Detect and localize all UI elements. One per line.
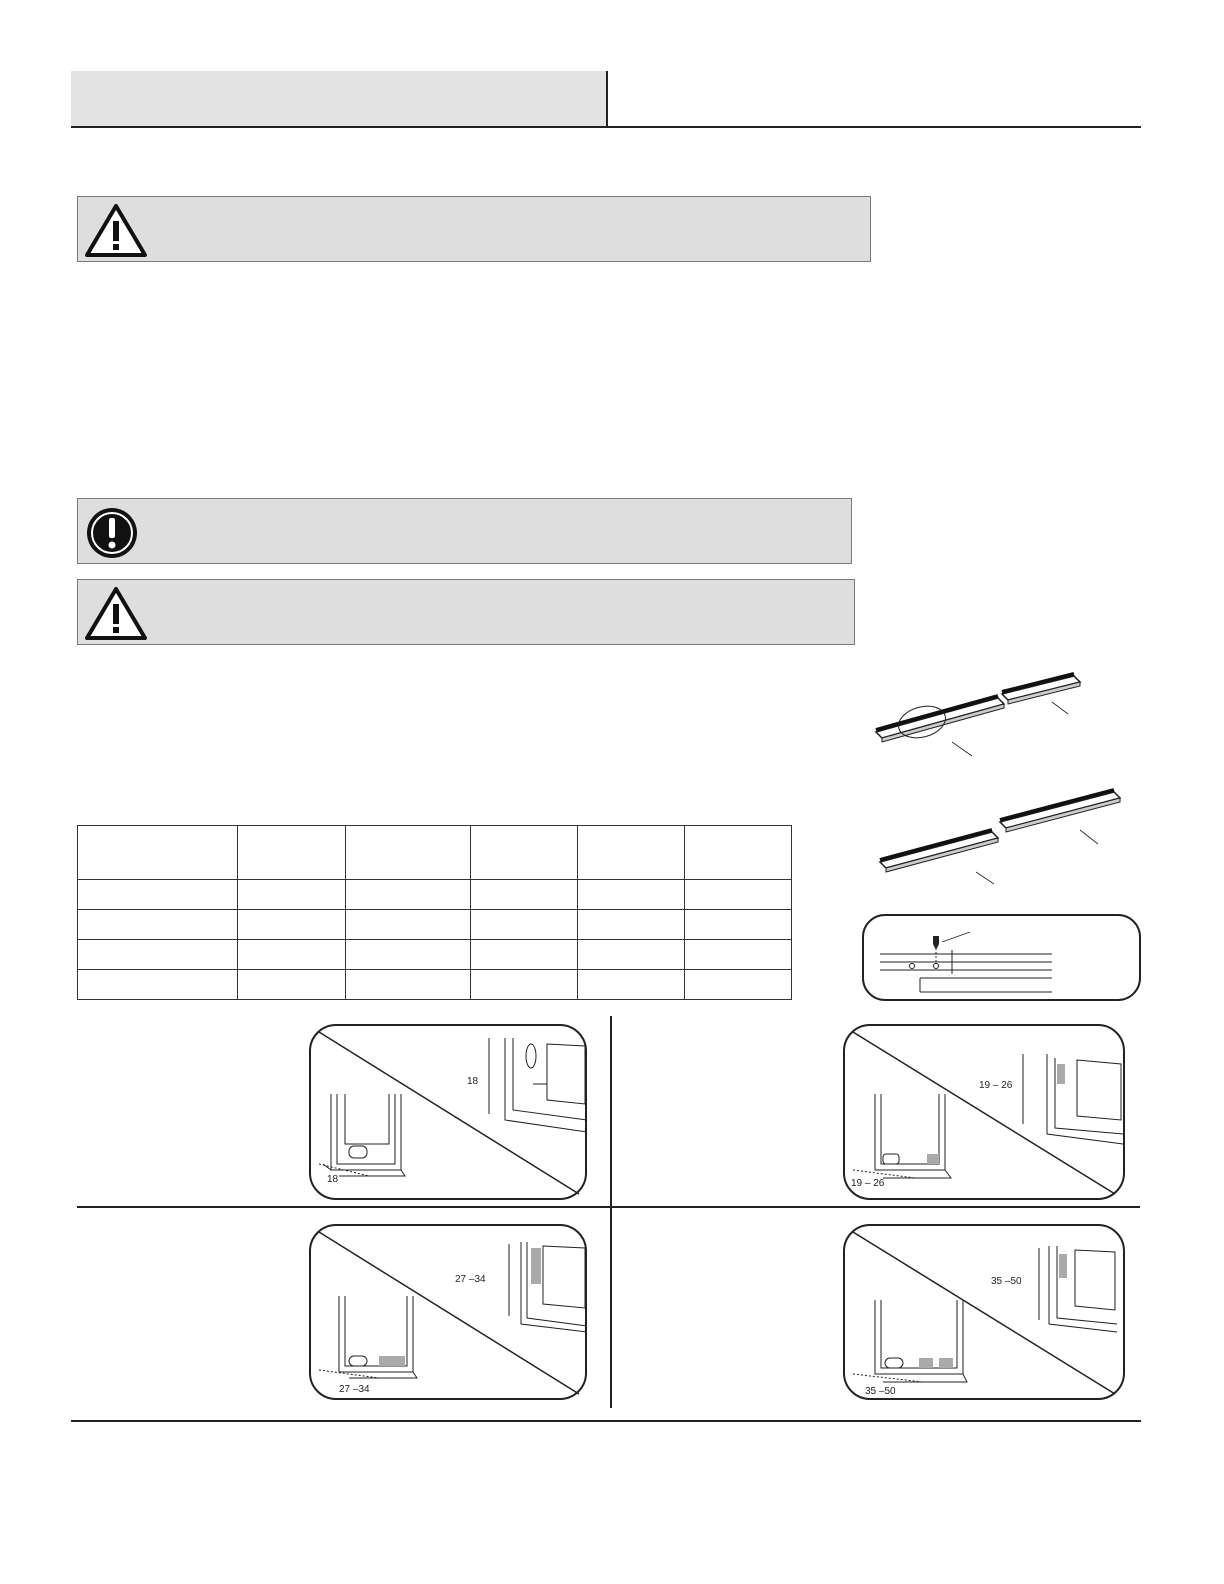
table-row [78,970,792,1000]
table-row [78,910,792,940]
slider-with-hole [876,696,1004,756]
header-rule [71,126,1141,128]
slider-short [1002,674,1080,714]
slider-long-left [880,830,998,884]
panel-grid-horizontal-divider [77,1206,1140,1208]
warning-callout-2 [77,579,855,645]
panel-4-horizontal-dimension: 35 –50 [865,1386,896,1397]
table-header-row [78,826,792,880]
panel-3-horizontal-dimension: 27 –34 [339,1384,370,1395]
footer-rule [71,1420,1141,1422]
installation-panel-4 [843,1224,1125,1400]
table-row [78,880,792,910]
panel-2-illustration [843,1024,1125,1200]
table-header-cell [78,826,238,880]
table-row [78,940,792,970]
panel-4-illustration [843,1224,1125,1400]
screw-detail-inset [862,914,1142,1002]
slider-long-right [1000,790,1120,844]
warning-triangle-icon [84,203,148,259]
installation-panel-2 [843,1024,1125,1200]
table-header-cell [578,826,685,880]
header-title-box [71,71,607,128]
table-header-cell [471,826,578,880]
panel-4-vertical-dimension: 35 –50 [991,1276,1022,1287]
table-header-cell [685,826,792,880]
specification-table [77,825,792,1000]
panel-1-vertical-dimension: 18 [467,1076,479,1087]
notice-callout [77,498,852,564]
warning-triangle-icon [84,586,148,642]
table-header-cell [346,826,471,880]
panel-2-horizontal-dimension: 19 – 26 [851,1178,885,1189]
header-divider [606,71,608,128]
exclamation-circle-icon [84,505,140,561]
panel-2-vertical-dimension: 19 – 26 [979,1080,1013,1091]
warning-callout-1 [77,196,871,262]
table-header-cell [238,826,346,880]
panel-3-vertical-dimension: 27 –34 [455,1274,486,1285]
panel-1-illustration [309,1024,587,1200]
panel-1-horizontal-dimension: 18 [327,1174,339,1185]
installation-panel-3 [309,1224,587,1400]
panel-grid-vertical-divider [610,1016,612,1408]
panel-3-illustration [309,1224,587,1400]
installation-panel-1 [309,1024,587,1200]
window-slider-parts-illustration [866,672,1126,902]
